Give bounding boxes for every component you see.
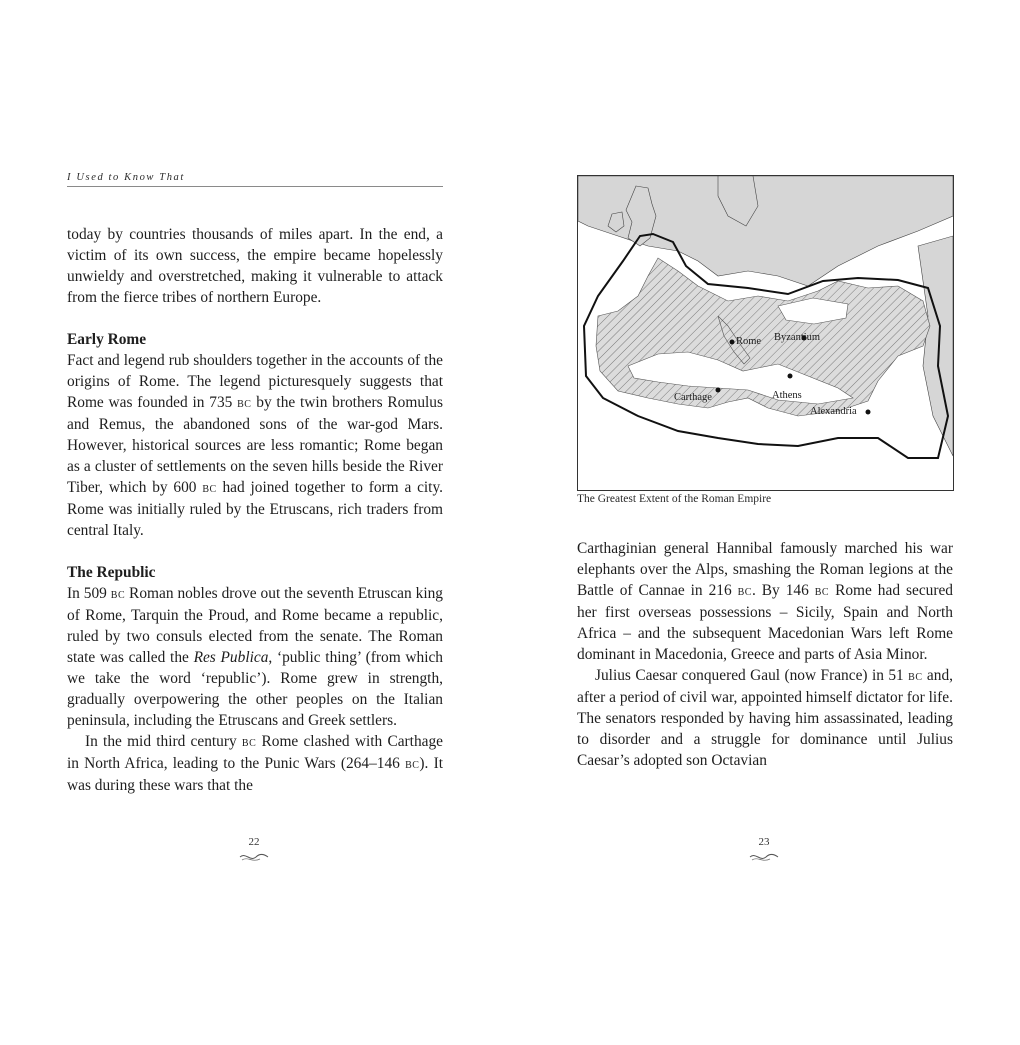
page-number: 23 (758, 836, 770, 848)
roman-empire-map (577, 175, 954, 491)
map-label-athens: Athens (772, 390, 802, 401)
republic-paragraph: In 509 bc Roman nobles drove out the seventh Etruscan king of Rome, Tarquin the Proud, and Rome became a republic, ruled by two consuls elected from the senate. The Roman state was called the Res Publica, ‘public thing’ (from which we take the word ‘republic’). Rome grew in strength, gradually overpowering the other peoples on the Italian peninsula, including the Etruscans and Greek settlers. (67, 585, 444, 729)
running-head: I Used to Know That (67, 172, 443, 187)
opening-paragraph: today by countries thousands of miles apart. In the end, a victim of its own success, the empire became hopelessly unwieldy and overstretched, making it vulnerable to attack from the fierce tribes of northern Europe. (67, 226, 443, 306)
map-label-byzantium: Byzantium (774, 332, 821, 343)
swash-ornament-icon (234, 850, 274, 864)
hannibal-paragraph: Carthaginian general Hannibal famously marched his war elephants over the Alps, smashing the Roman legions at the Battle of Cannae in 216 bc. By 146 bc Rome had secured her first overseas possessions – Sicily, Spain and North Africa – and the subsequent Macedonian Wars left Rome dominant in Macedonia, Greece and parts of Asia Minor. (577, 540, 953, 663)
left-page-body (67, 224, 443, 796)
right-page (510, 0, 1020, 1045)
caesar-paragraph: Julius Caesar conquered Gaul (now France) in 51 bc and, after a period of civil war, appointed himself dictator for life. The senators responded by having him assassinated, leading to disorder and a struggle for dominance until Julius Caesar’s adopted son Octavian (577, 667, 953, 769)
swash-ornament-icon (744, 850, 784, 864)
section-heading-republic: The Republic (67, 564, 156, 581)
early-rome-paragraph: Fact and legend rub shoulders together in the accounts of the origins of Rome. The legend picturesquely suggests that Rome was founded in 735 bc by the twin brothers Romulus and Remus, the abandoned sons of the war-god Mars. However, historical sources are less romantic; Rome began as a cluster of settlements on the seven hills beside the River Tiber, which by 600 bc had joined together to form a city. Rome was initially ruled by the Etruscans, rich traders from central Italy. (67, 352, 444, 539)
section-heading-early-rome: Early Rome (67, 331, 147, 348)
map-caption: The Greatest Extent of the Roman Empire (577, 493, 772, 505)
map-label-rome: Rome (736, 336, 762, 347)
punic-wars-paragraph: In the mid third century bc Rome clashed with Carthage in North Africa, leading to the Punic Wars (264–146 bc). It was during these wars that the (67, 733, 443, 794)
map-label-carthage: Carthage (674, 392, 712, 403)
map-label-alexandria: Alexandria (810, 406, 857, 417)
page-number: 22 (248, 836, 260, 848)
right-page-body (577, 538, 953, 771)
